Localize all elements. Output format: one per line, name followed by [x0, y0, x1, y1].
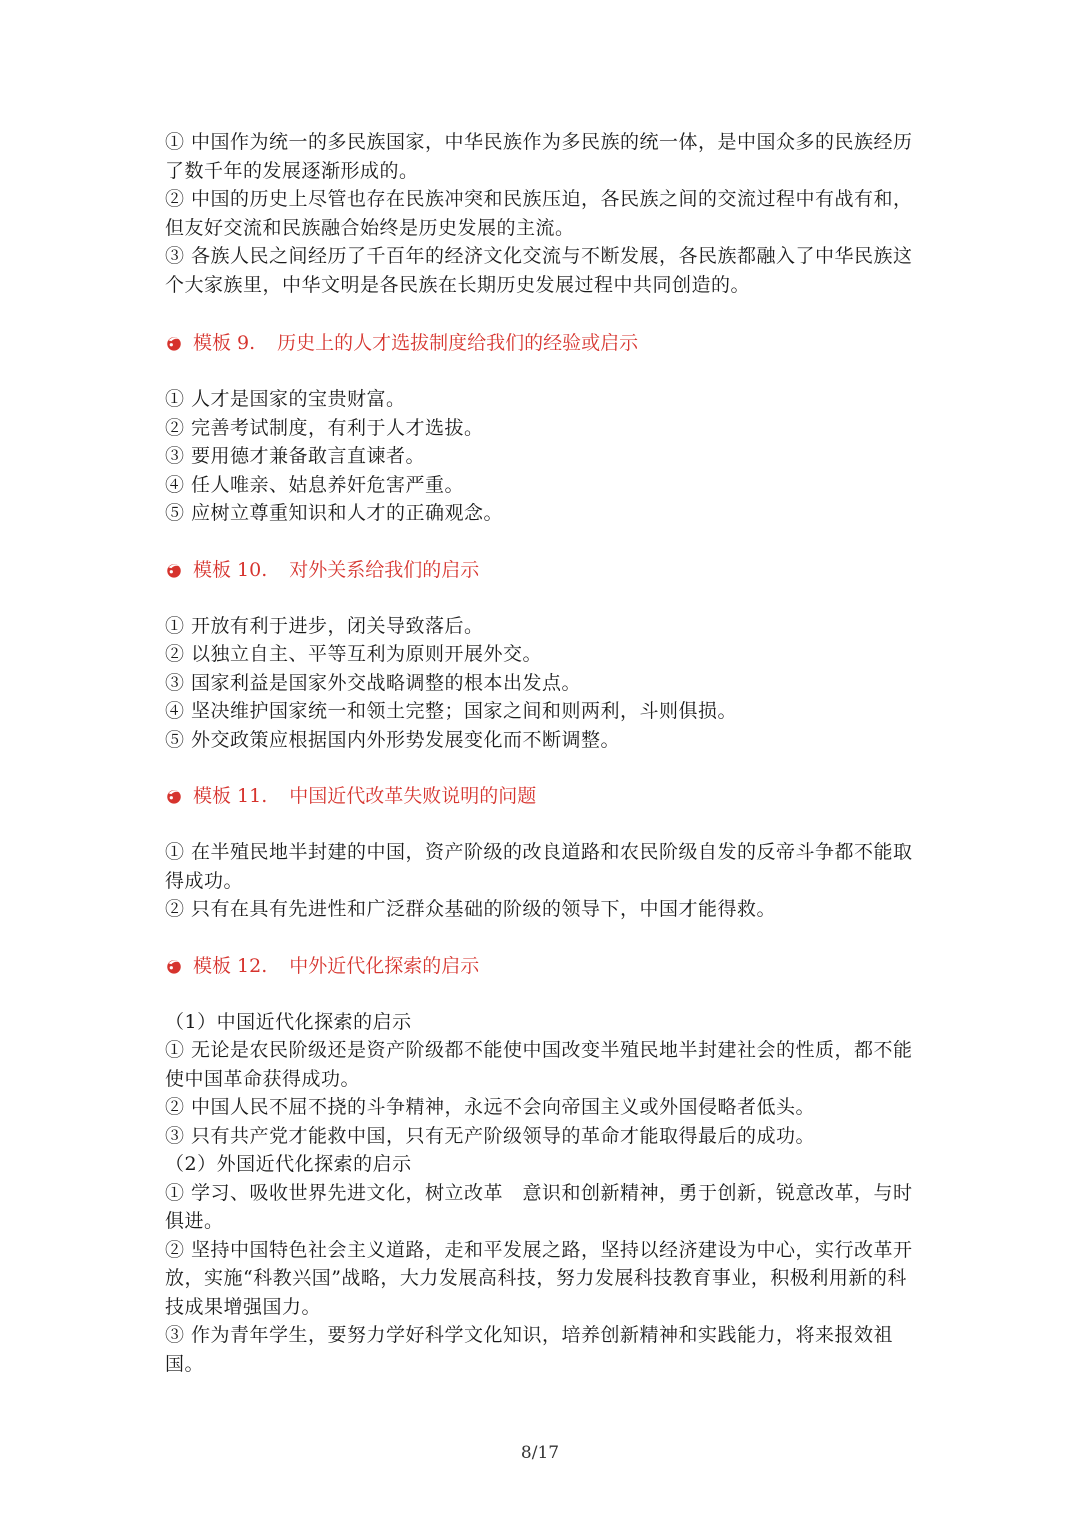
- list-item: ⑤ 应树立尊重知识和人才的正确观念。: [165, 502, 504, 524]
- list-item: ② 中国的历史上尽管也存在民族冲突和民族压迫，各民族之间的交流过程中有战有和，但友好交流和民族融合始终是历史发展的主流。: [165, 188, 913, 239]
- list-item: ① 无论是农民阶级还是资产阶级都不能使中国改变半殖民地半封建社会的性质，都不能使中国革命获得成功。: [165, 1039, 913, 1090]
- list-item: ④ 坚决维护国家统一和领土完整；国家之间和则两利，斗则俱损。: [165, 700, 738, 722]
- subheading: （2）外国近代化探索的启示: [165, 1153, 412, 1175]
- section-heading-11: [165, 782, 925, 810]
- red-swirl-bullet-icon: [165, 334, 183, 352]
- section-title: 中外近代化探索的启示: [289, 954, 480, 977]
- section-heading-10: [165, 556, 925, 584]
- red-swirl-bullet-icon: [165, 787, 183, 805]
- list-item: ③ 要用德才兼备敢言直谏者。: [165, 445, 426, 467]
- section-title: 对外关系给我们的启示: [289, 558, 480, 581]
- list-item: ① 中国作为统一的多民族国家，中华民族作为多民族的统一体，是中国众多的民族经历了数千年的发展逐渐形成的。: [165, 131, 913, 182]
- red-swirl-bullet-icon: [165, 561, 183, 579]
- list-item: ① 学习、吸收世界先进文化，树立改革 意识和创新精神，勇于创新，锐意改革，与时俱进。: [165, 1181, 913, 1232]
- list-item: ② 坚持中国特色社会主义道路，走和平发展之路，坚持以经济建设为中心，实行改革开放，实施“科教兴国”战略，大力发展高科技，努力发展科技教育事业，积极利用新的科技成果增强国力。: [165, 1238, 913, 1318]
- list-item: ② 中国人民不屈不挠的斗争精神，永远不会向帝国主义或外国侵略者低头。: [165, 1096, 816, 1118]
- section-heading-12: [165, 952, 925, 980]
- section-number: 模板 10.: [193, 558, 268, 581]
- section-number: 模板 9.: [193, 332, 256, 354]
- list-item: ① 开放有利于进步，闭关导致落后。: [165, 614, 484, 637]
- list-item: ③ 只有共产党才能救中国，只有无产阶级领导的革命才能取得最后的成功。: [165, 1124, 816, 1147]
- list-item: ② 以独立自主、平等互利为原则开展外交。: [165, 643, 543, 665]
- list-item: ③ 国家利益是国家外交战略调整的根本出发点。: [165, 671, 582, 694]
- subheading: （1）中国近代化探索的启示: [165, 1010, 412, 1033]
- list-item: ① 人才是国家的宝贵财富。: [165, 388, 406, 410]
- page-number: 8/17: [520, 1443, 560, 1463]
- list-item: ③ 作为青年学生，要努力学好科学文化知识，培养创新精神和实践能力，将来报效祖国。: [165, 1324, 894, 1375]
- section-list-11: [165, 838, 925, 924]
- list-item: ② 只有在具有先进性和广泛群众基础的阶级的领导下，中国才能得救。: [165, 898, 777, 920]
- section-heading-9: [165, 329, 925, 357]
- list-item: ③ 各族人民之间经历了千百年的经济文化交流与不断发展，各民族都融入了中华民族这个大家族里，中华文明是各民族在长期历史发展过程中共同创造的。: [165, 245, 913, 296]
- section-title: 中国近代改革失败说明的问题: [289, 785, 537, 807]
- list-item: ④ 任人唯亲、姑息养奸危害严重。: [165, 473, 465, 496]
- document-page: [165, 128, 925, 1378]
- section-number: 模板 12.: [193, 954, 268, 977]
- section-list-9: [165, 385, 925, 528]
- section-title: 历史上的人才选拔制度给我们的经验或启示: [277, 332, 639, 354]
- section-number: 模板 11.: [193, 785, 268, 807]
- list-item: ① 在半殖民地半封建的中国，资产阶级的改良道路和农民阶级自发的反帝斗争都不能取得成功。: [165, 841, 913, 892]
- list-item: ⑤ 外交政策应根据国内外形势发展变化而不断调整。: [165, 728, 621, 751]
- list-item: ② 完善考试制度，有利于人才选拔。: [165, 416, 484, 439]
- section-list-10: [165, 612, 925, 755]
- intro-block: [165, 128, 925, 299]
- section-list-12: [165, 1008, 925, 1379]
- red-swirl-bullet-icon: [165, 957, 183, 975]
